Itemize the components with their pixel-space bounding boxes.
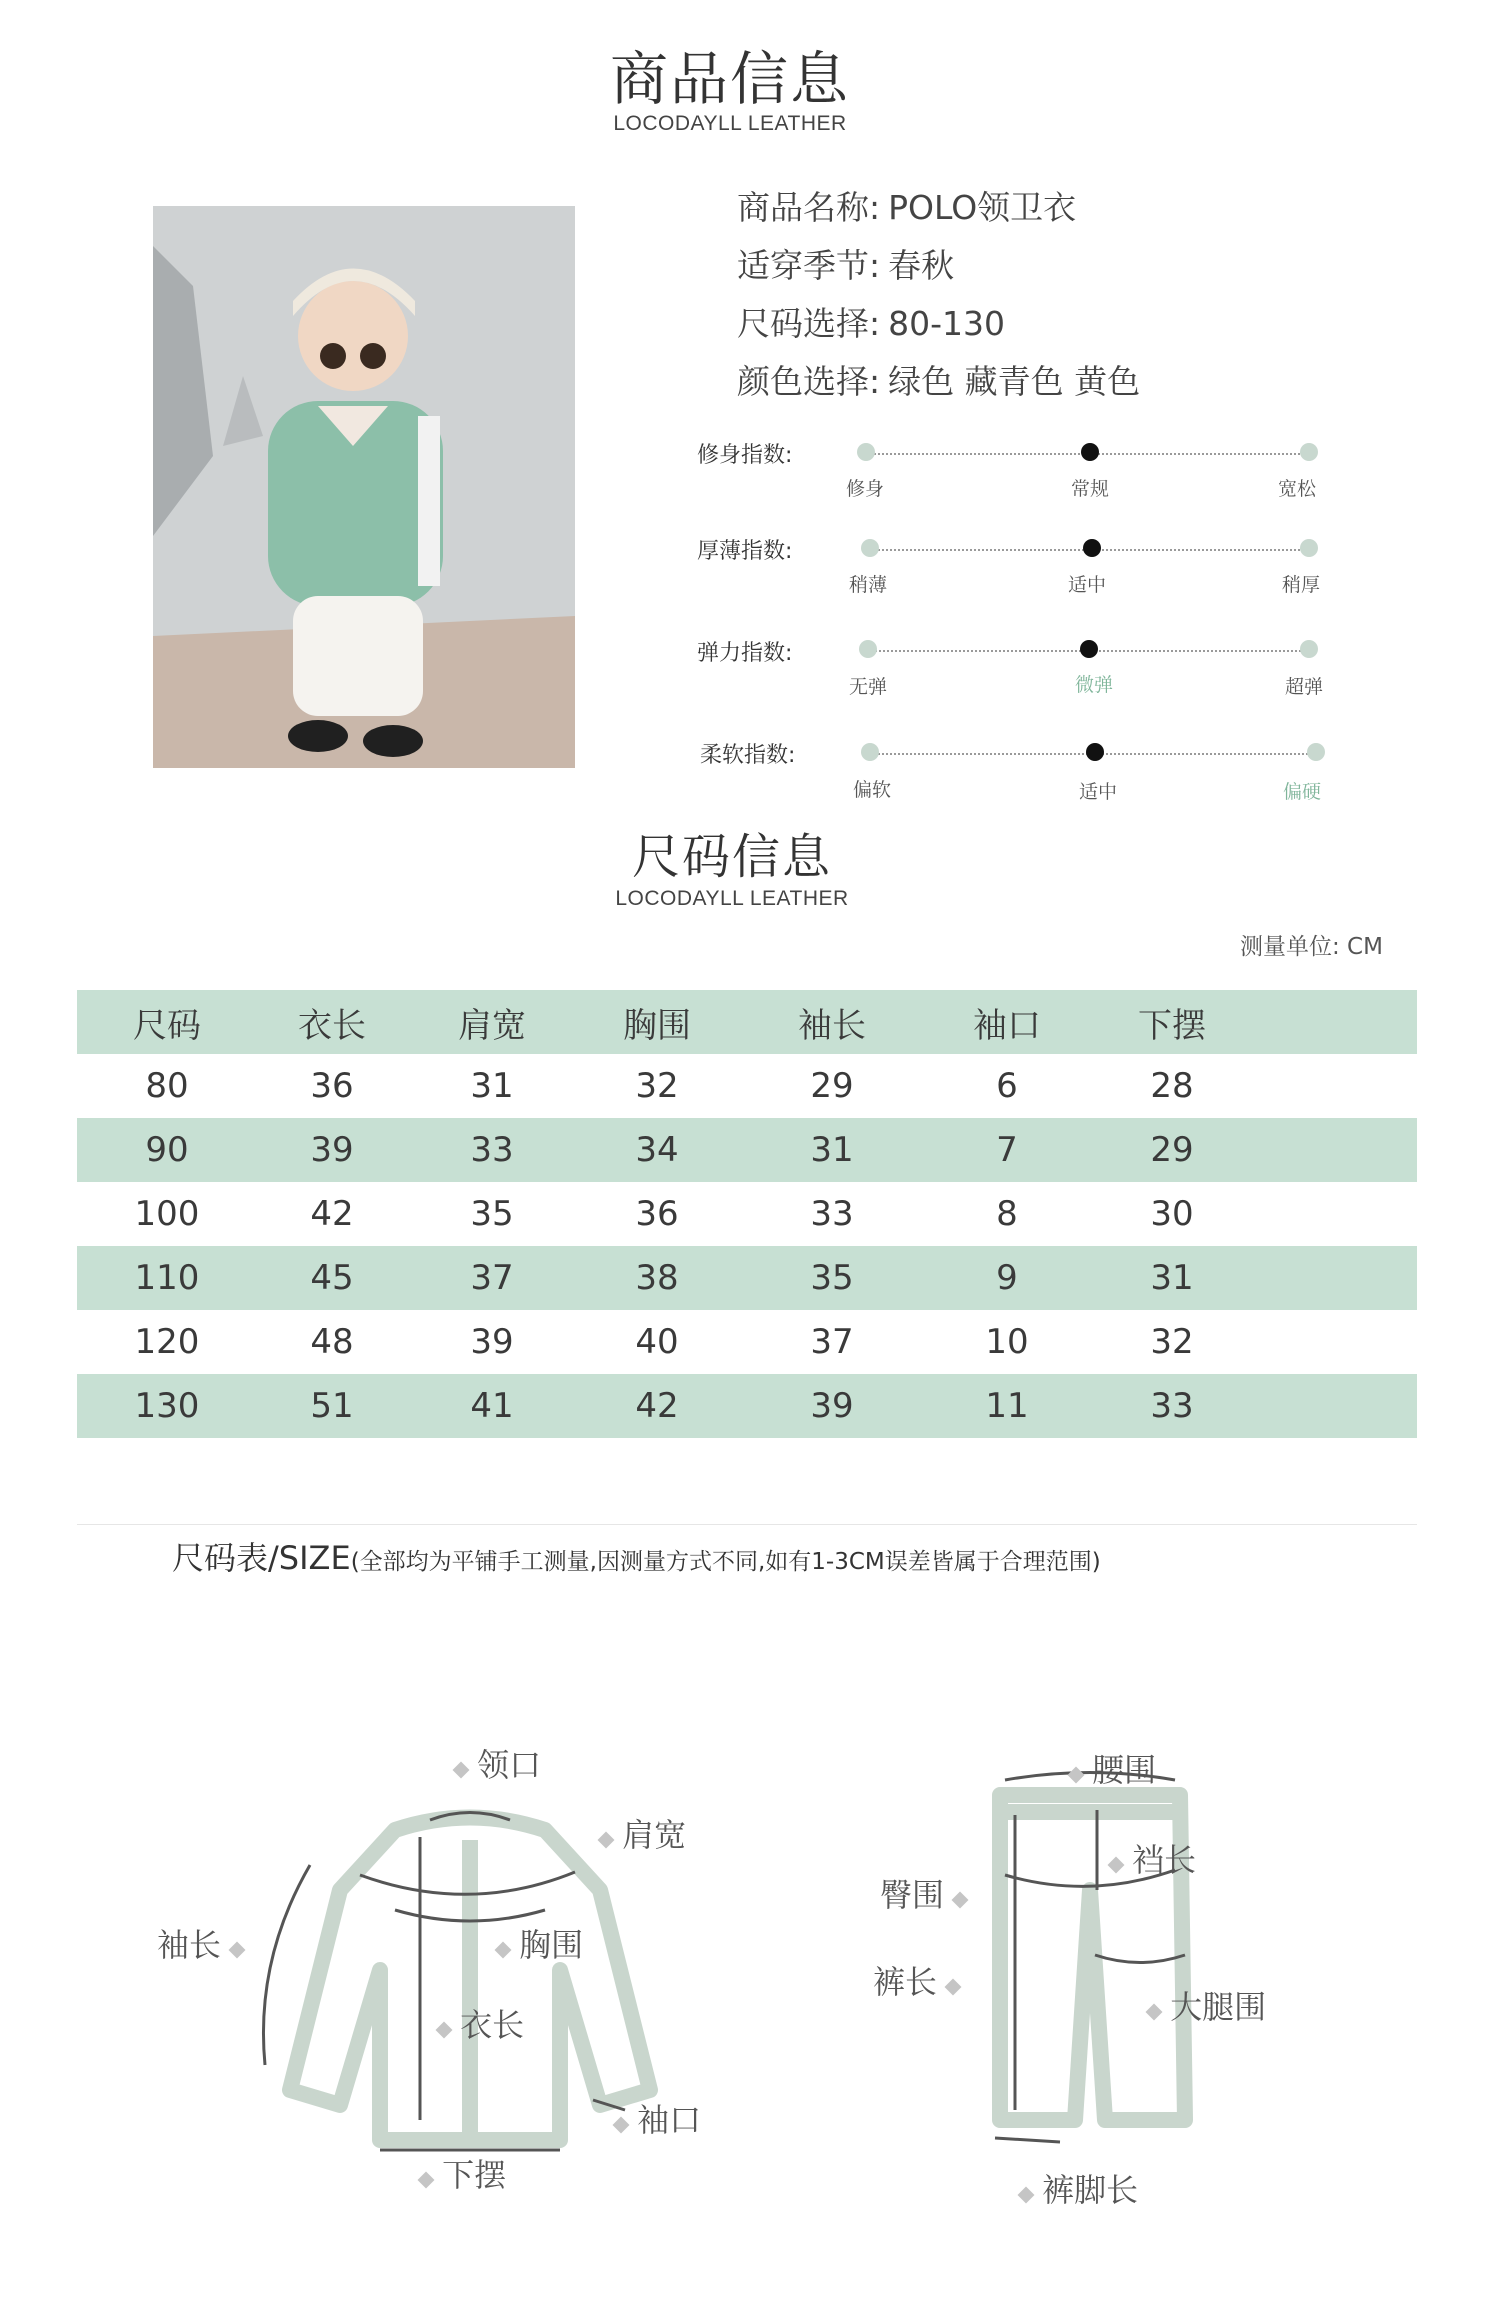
diamond-icon [613, 2117, 630, 2134]
table-cell: 51 [310, 1386, 354, 1426]
table-cell: 31 [810, 1130, 854, 1170]
table-cell: 33 [470, 1130, 514, 1170]
table-cell: 29 [810, 1066, 854, 1106]
table-cell: 41 [470, 1386, 514, 1426]
table-cell: 80 [145, 1066, 189, 1106]
table-cell: 8 [996, 1194, 1018, 1234]
elasticity-index-dot-selected [1080, 640, 1098, 658]
table-cell: 130 [134, 1386, 200, 1426]
table-cell: 90 [145, 1130, 189, 1170]
size-note-detail: (全部均为平铺手工测量,因测量方式不同,如有1-3CM误差皆属于合理范围) [350, 1549, 1101, 1575]
label-sleeve: 袖长 [157, 1920, 243, 1966]
label-leg-opening: 裤脚长 [1020, 2165, 1138, 2211]
table-row [77, 1054, 1417, 1118]
info-color-row [737, 356, 1140, 403]
info-size-label: 尺码选择: [737, 304, 881, 343]
product-info-subtitle: LOCODAYLL LEATHER [613, 112, 847, 135]
table-row [77, 1246, 1417, 1310]
table-header-row [77, 990, 1417, 1054]
table-cell: 36 [635, 1194, 679, 1234]
table-cell: 42 [310, 1194, 354, 1234]
label-chest: 胸围 [497, 1920, 583, 1966]
table-cell: 6 [996, 1066, 1018, 1106]
table-cell: 120 [134, 1322, 200, 1362]
thickness-option-thin: 稍薄 [848, 574, 887, 596]
label-hip: 臀围 [880, 1870, 966, 1916]
label-pants-length: 裤长 [873, 1957, 959, 2003]
info-size-value: 80-130 [888, 304, 1006, 343]
softness-index-label: 柔软指数: [700, 743, 796, 768]
product-photo [153, 206, 575, 768]
info-season-label: 适穿季节: [737, 246, 881, 285]
label-length: 衣长 [438, 2000, 524, 2046]
header-shoulder: 肩宽 [458, 1005, 526, 1046]
table-row [77, 1374, 1417, 1438]
measurement-diagram [0, 1700, 1500, 2260]
table-row [77, 1310, 1417, 1374]
info-color-label: 颜色选择: [737, 362, 881, 401]
elasticity-option-high: 超弹 [1284, 676, 1323, 698]
size-note [172, 1533, 1101, 1579]
table-cell: 35 [470, 1194, 514, 1234]
info-season-row [737, 240, 954, 287]
table-cell: 10 [985, 1322, 1029, 1362]
table-cell: 48 [310, 1322, 354, 1362]
elasticity-index-label: 弹力指数: [697, 641, 793, 666]
softness-option-soft: 偏软 [852, 779, 891, 801]
header-size: 尺码 [133, 1005, 201, 1046]
diamond-icon [1018, 2187, 1035, 2204]
table-cell: 45 [310, 1258, 354, 1298]
info-color-value: 绿色 藏青色 黄色 [888, 362, 1141, 401]
table-cell: 34 [635, 1130, 679, 1170]
fit-index-dot-left [857, 443, 875, 461]
table-cell: 37 [810, 1322, 854, 1362]
table-cell: 36 [310, 1066, 354, 1106]
size-note-title: 尺码表/SIZE [172, 1539, 351, 1577]
table-row [77, 1182, 1417, 1246]
softness-index-dot-right [1307, 743, 1325, 761]
section-divider [77, 1524, 1417, 1525]
diamond-icon [229, 1942, 246, 1959]
size-table [77, 990, 1417, 1438]
table-cell: 29 [1150, 1130, 1194, 1170]
header-length: 衣长 [298, 1005, 366, 1046]
fit-option-slim: 修身 [845, 478, 884, 500]
product-info-title: 商品信息 [609, 45, 850, 113]
table-cell: 28 [1150, 1066, 1194, 1106]
table-cell: 33 [1150, 1386, 1194, 1426]
label-thigh: 大腿围 [1148, 1982, 1266, 2028]
thickness-index-dot-left [861, 539, 879, 557]
table-cell: 11 [985, 1386, 1029, 1426]
info-name-value: POLO领卫衣 [888, 188, 1077, 227]
info-name-label: 商品名称: [737, 188, 881, 227]
diamond-icon [418, 2172, 435, 2189]
softness-option-hard: 偏硬 [1282, 781, 1321, 803]
table-cell: 39 [810, 1386, 854, 1426]
elasticity-option-slight: 微弹 [1074, 674, 1113, 696]
diamond-icon [1146, 2004, 1163, 2021]
fit-option-regular: 常规 [1070, 478, 1109, 500]
fit-index-label: 修身指数: [697, 443, 793, 468]
thickness-index-dot-selected [1083, 539, 1101, 557]
diamond-icon [952, 1892, 969, 1909]
table-cell: 100 [134, 1194, 200, 1234]
thickness-index-label: 厚薄指数: [697, 539, 793, 564]
table-cell: 7 [996, 1130, 1018, 1170]
softness-index-dot-left [861, 743, 879, 761]
label-hem: 下摆 [420, 2150, 506, 2196]
table-cell: 39 [310, 1130, 354, 1170]
table-cell: 30 [1150, 1194, 1194, 1234]
diamond-icon [1108, 1857, 1125, 1874]
size-info-title: 尺码信息 [631, 829, 832, 885]
table-cell: 42 [635, 1386, 679, 1426]
header-chest: 胸围 [623, 1005, 691, 1046]
table-cell: 110 [134, 1258, 200, 1298]
diamond-icon [453, 1762, 470, 1779]
table-cell: 40 [635, 1322, 679, 1362]
label-crotch: 裆长 [1110, 1835, 1196, 1881]
thickness-index-dot-right [1300, 539, 1318, 557]
measurement-unit: 测量单位: CM [1240, 934, 1383, 960]
label-shoulder: 肩宽 [600, 1810, 686, 1856]
softness-index-dot-selected [1086, 743, 1104, 761]
diamond-icon [598, 1832, 615, 1849]
diamond-icon [1068, 1767, 1085, 1784]
softness-option-medium: 适中 [1078, 781, 1117, 803]
elasticity-index-dot-right [1300, 640, 1318, 658]
label-cuff: 袖口 [615, 2095, 701, 2141]
label-collar: 领口 [455, 1740, 541, 1786]
table-cell: 32 [1150, 1322, 1194, 1362]
elasticity-option-none: 无弹 [848, 676, 887, 698]
fit-option-loose: 宽松 [1277, 478, 1316, 500]
top-outline [290, 1818, 650, 2141]
header-sleeve: 袖长 [798, 1005, 866, 1046]
size-info-subtitle: LOCODAYLL LEATHER [615, 887, 849, 910]
table-cell: 37 [470, 1258, 514, 1298]
info-size-row [737, 298, 1005, 345]
diamond-icon [495, 1942, 512, 1959]
thickness-option-thick: 稍厚 [1281, 574, 1320, 596]
diamond-icon [945, 1979, 962, 1996]
table-cell: 33 [810, 1194, 854, 1234]
fit-index-dot-selected [1081, 443, 1099, 461]
table-cell: 39 [470, 1322, 514, 1362]
thickness-option-medium: 适中 [1067, 574, 1106, 596]
label-waist: 腰围 [1070, 1745, 1156, 1791]
table-row [77, 1118, 1417, 1182]
table-cell: 9 [996, 1258, 1018, 1298]
info-season-value: 春秋 [888, 246, 955, 285]
table-cell: 38 [635, 1258, 679, 1298]
header-hem: 下摆 [1138, 1005, 1206, 1046]
diamond-icon [436, 2022, 453, 2039]
table-cell: 32 [635, 1066, 679, 1106]
table-cell: 35 [810, 1258, 854, 1298]
table-cell: 31 [470, 1066, 514, 1106]
garment-outline-svg [0, 1700, 1500, 2260]
fit-index-dot-right [1300, 443, 1318, 461]
size-table-wrapper [77, 990, 1417, 1438]
info-name-row [737, 182, 1076, 229]
table-cell: 31 [1150, 1258, 1194, 1298]
elasticity-index-dot-left [859, 640, 877, 658]
header-cuff: 袖口 [973, 1005, 1041, 1046]
